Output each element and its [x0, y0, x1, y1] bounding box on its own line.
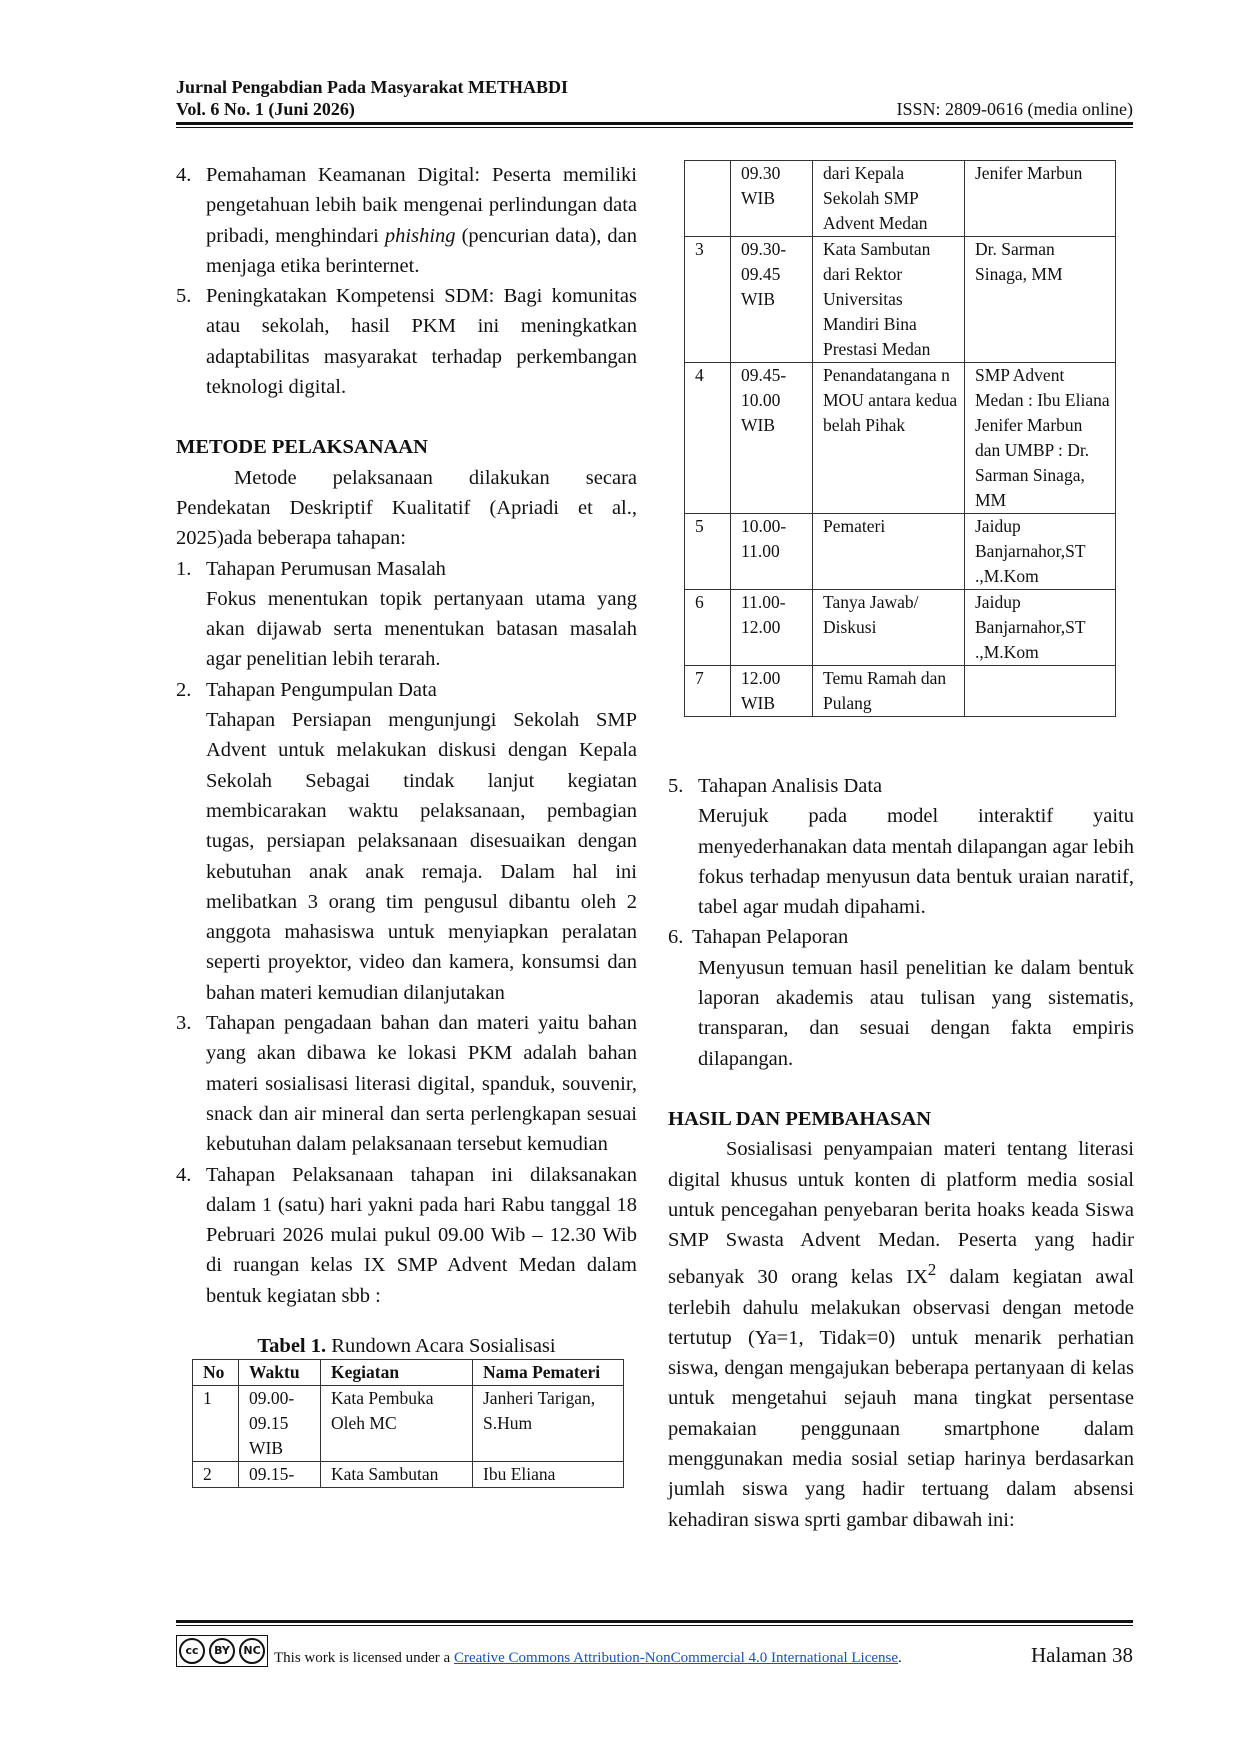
paragraph: Merujuk pada model interaktif yaitu menyederhanakan data mentah dilapangan agar lebih fokus terhadap menyusun data bentuk uraian naratif, tabel agar mudah dipahami. — [698, 805, 1134, 919]
table-caption: Tabel 1. Rundown Acara Sosialisasi — [257, 1334, 556, 1357]
table-row: 09.30 WIB dari Kepala Sekolah SMP Advent Medan Jenifer Marbun — [685, 161, 1116, 237]
list-item: 4. Pemahaman Keamanan Digital: Peserta memiliki pengetahuan lebih baik mengenai perlindungan data pribadi, menghindari phishing (pencurian data), dan menjaga etika berinternet. — [176, 164, 638, 277]
table-row: 3 09.30-09.45 WIB Kata Sambutan dari Rektor Universitas Mandiri Bina Prestasi Medan Dr. Sarman Sinaga, MM — [685, 237, 1116, 363]
table-header-row: No Waktu Kegiatan Nama Pemateri — [193, 1359, 624, 1385]
page-footer — [176, 1620, 1133, 1667]
cc-icon: cc — [179, 1638, 205, 1664]
paragraph: Tahapan Persiapan mengunjungi Sekolah SMP Advent untuk melakukan diskusi dengan Kepala Sekolah Sebagai tindak lanjut kegiatan membicarakan waktu pelaksanaan, pembagian tugas, persiapan pelaksanaan disesuaikan dengan kebutuhan anak anak remaja. Dalam hal ini melibatkan 3 orang tim pengusul dibantu oleh 2 anggota mahasiswa untuk menyiapkan peralatan seperti proyektor, video dan kamera, konsumsi dan bahan materi kemudian dilanjutakan — [206, 709, 637, 1004]
running-header — [176, 76, 1133, 128]
table-row: 2 09.15- Kata Sambutan Ibu Eliana — [193, 1461, 624, 1487]
paragraph: Sosialisasi penyampaian materi tentang literasi digital khusus untuk konten di platform media sosial untuk pencegahan penyebaran berita hoaks keada Siswa SMP Swasta Advent Medan. Peserta yang hadir sebanyak 30 orang kelas $IX^2$ dalam kegiatan awal terlebih dahulu melakukan observasi dengan metode tertutup (Ya=1, Tidak=0) untuk menarik perhatian siswa, dengan mengajukan beberapa pertanyaan di kelas untuk mengetahui sejauh mana tingkat persentase pemakaian penggunaan smartphone dalam menggunakan media sosial setiap harinya berdasarkan jumlah siswa yang hadir tertuang dalam absensi kehadiran siswa sprti gambar dibawah ini: — [668, 1138, 1135, 1531]
section-heading: METODE PELAKSANAAN — [176, 436, 428, 459]
table-row: 7 12.00 WIB Temu Ramah dan Pulang — [685, 666, 1116, 717]
journal-title: Jurnal Pengabdian Pada Masyarakat METHABDI — [176, 77, 569, 97]
list-item: 4. Tahapan Pelaksanaan tahapan ini dilaksanakan dalam 1 (satu) hari yakni pada hari Rabu tanggal 18 Pebruari 2026 mulai pukul 09.00 Wib – 12.30 Wib di ruangan kelas IX SMP Advent Medan dalam bentuk kegiatan sbb : — [176, 1163, 637, 1307]
header-rule — [176, 122, 1133, 128]
rundown-table-part1 — [192, 1359, 624, 1488]
table-row: 1 09.00-09.15 WIB Kata Pembuka Oleh MC Janheri Tarigan, S.Hum — [193, 1385, 624, 1461]
license-link[interactable]: Creative Commons Attribution-NonCommercial 4.0 International License — [453, 1650, 899, 1666]
table-row: 5 10.00-11.00 Pemateri Jaidup Banjarnahor,ST .,M.Kom — [685, 514, 1116, 590]
list-item: 5. Tahapan Analisis Data — [668, 775, 883, 797]
page-number: Halaman 38 — [1030, 1643, 1133, 1667]
by-icon: BY — [209, 1638, 235, 1664]
section-heading: HASIL DAN PEMBAHASAN — [668, 1107, 932, 1130]
volume-info: Vol. 6 No. 1 (Juni 2026) — [176, 99, 355, 119]
italic-term: phishing — [384, 224, 456, 247]
rundown-table-part2 — [684, 160, 1116, 717]
list-item: 2. Tahapan Pengumpulan Data — [176, 678, 437, 701]
table-row: 4 09.45-10.00 WIB Penandatangana n MOU antara kedua belah Pihak SMP Advent Medan : Ibu Eliana Jenifer Marbun dan UMBP : Dr. Sarman Sinaga, MM — [685, 363, 1116, 514]
issn: ISSN: 2809-0616 (media online) — [896, 99, 1133, 119]
list-item: 6. Tahapan Pelaporan — [668, 926, 849, 949]
list-item: 1. Tahapan Perumusan Masalah — [176, 557, 446, 580]
cc-license-badge[interactable] — [176, 1635, 268, 1667]
license-statement: This work is licensed under a Creative Commons Attribution-NonCommercial 4.0 International License. — [274, 1650, 902, 1666]
right-column — [668, 771, 1134, 1535]
list-item: 5. Peningkatakan Kompetensi SDM: Bagi komunitas atau sekolah, hasil PKM ini meningkatkan adaptabilitas masyarakat terhadap perkembangan teknologi digital. — [176, 285, 637, 399]
superscript: 2 — [927, 1260, 937, 1280]
footer-rule — [176, 1620, 1133, 1626]
nc-icon: NC — [239, 1638, 265, 1664]
left-column — [176, 160, 637, 1488]
paragraph: Metode pelaksanaan dilakukan secara Pendekatan Deskriptif Kualitatif (Apriadi et al., 2025)ada beberapa tahapan: — [176, 466, 637, 550]
paragraph: Menyusun temuan hasil penelitian ke dalam bentuk laporan akademis atau tulisan yang sistematis, transparan, dan sesuai dengan fakta empiris dilapangan. — [698, 956, 1134, 1070]
table-row: 6 11.00-12.00 Tanya Jawab/ Diskusi Jaidup Banjarnahor,ST .,M.Kom — [685, 590, 1116, 666]
paragraph: Fokus menentukan topik pertanyaan utama yang akan dijawab serta menentukan batasan masalah agar penelitian lebih terarah. — [206, 587, 637, 671]
list-item: 3. Tahapan pengadaan bahan dan materi yaitu bahan yang akan dibawa ke lokasi PKM adalah bahan materi sosialisasi literasi digital, spanduk, souvenir, snack dan air mineral dan serta perlengkapan sesuai kebutuhan dalam pelaksanaan tersebut kemudian — [176, 1012, 637, 1156]
